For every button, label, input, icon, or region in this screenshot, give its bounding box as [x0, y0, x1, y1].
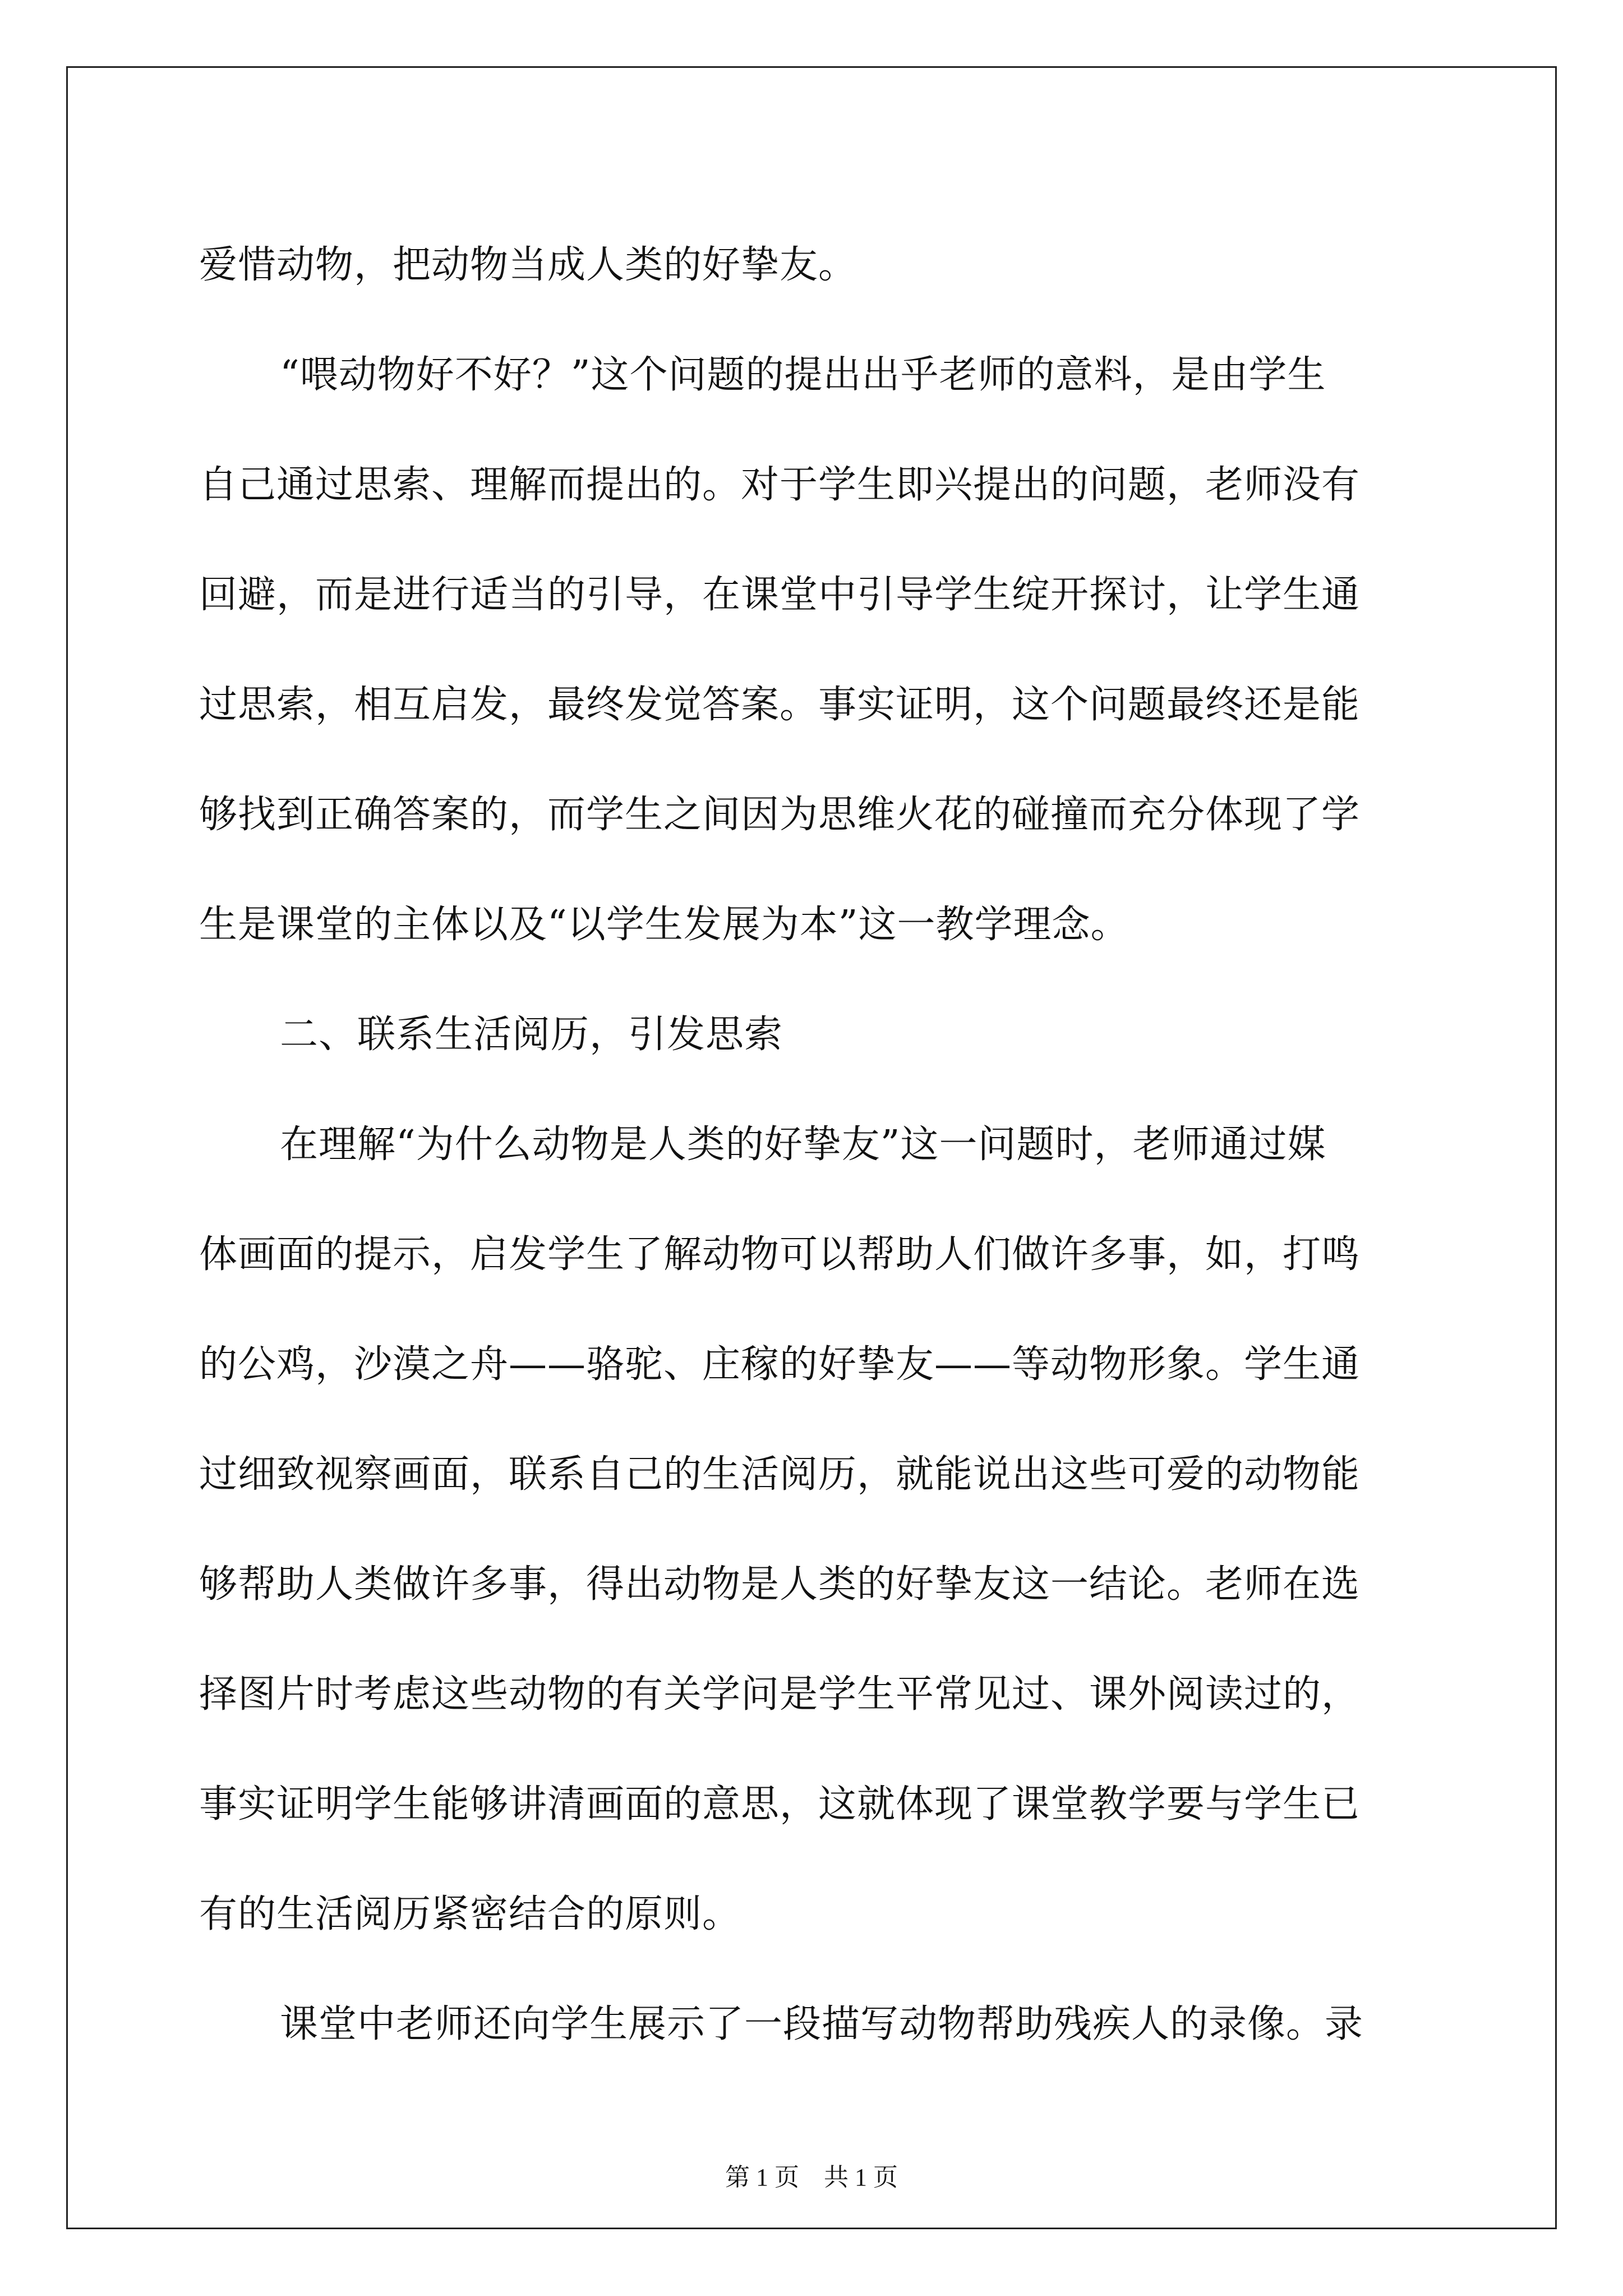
- document-body: [199, 210, 1416, 2079]
- text-line: 过细致视察画面，联系自己的生活阅历，就能说出这些可爱的动物能: [199, 1452, 1361, 1497]
- text-line: 体画面的提示，启发学生了解动物可以帮助人们做许多事，如，打鸣: [199, 1232, 1361, 1277]
- text-line: 爱惜动物，把动物当成人类的好挚友。: [199, 243, 857, 287]
- text-line: 过思索，相互启发，最终发觉答案。事实证明，这个问题最终还是能: [199, 683, 1361, 727]
- text-line: 有的生活阅历紧密结合的原则。: [199, 1892, 741, 1936]
- section-heading: 二、联系生活阅历，引发思索: [280, 1013, 783, 1057]
- paragraph-start-line: “喂动物好不好？”这个问题的提出出乎老师的意料，是由学生: [280, 353, 1326, 397]
- text-line: 够找到正确答案的，而学生之间因为思维火花的碰撞而充分体现了学: [199, 793, 1361, 837]
- text-line: 自己通过思索、理解而提出的。对于学生即兴提出的问题，老师没有: [199, 463, 1361, 507]
- text-line: 够帮助人类做许多事，得出动物是人类的好挚友这一结论。老师在选: [199, 1562, 1361, 1607]
- text-line: 回避，而是进行适当的引导，在课堂中引导学生绽开探讨，让学生通: [199, 573, 1361, 617]
- page-footer: 第 1 页 共 1 页: [725, 2164, 898, 2191]
- text-line: 生是课堂的主体以及“以学生发展为本”这一教学理念。: [199, 903, 1129, 947]
- paragraph-start-line: 课堂中老师还向学生展示了一段描写动物帮助残疾人的录像。录: [280, 2002, 1364, 2046]
- text-line: 的公鸡，沙漠之舟——骆驼、庄稼的好挚友——等动物形象。学生通: [199, 1342, 1361, 1387]
- text-line: 择图片时考虑这些动物的有关学问是学生平常见过、课外阅读过的，: [199, 1672, 1361, 1717]
- paragraph-start-line: 在理解“为什么动物是人类的好挚友”这一问题时，老师通过媒: [280, 1122, 1326, 1167]
- text-line: 事实证明学生能够讲清画面的意思，这就体现了课堂教学要与学生已: [199, 1782, 1361, 1826]
